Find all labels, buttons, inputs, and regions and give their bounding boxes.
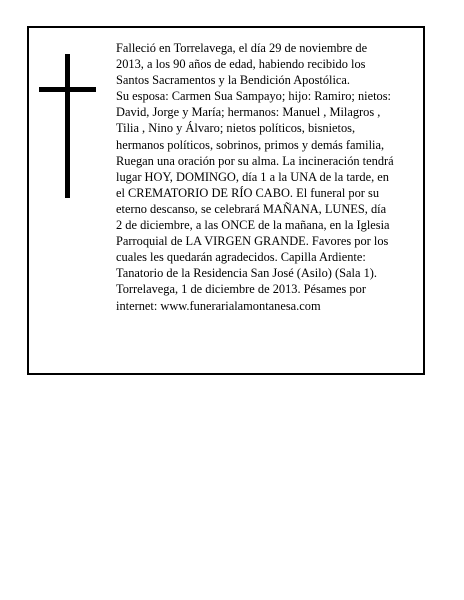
cross-vertical-bar <box>65 54 70 198</box>
obituary-text: Falleció en Torrelavega, el día 29 de noviembre de 2013, a los 90 años de edad, habiendo recibido los Santos Sacramentos y la Bendición Apostólica. Su esposa: Carmen Sua Sampayo; hijo: Ramiro; nietos: David, Jorge y María; hermanos: Manuel , Milagros , Tilia , Nino y Álvaro; nietos políticos, bisnietos, hermanos políticos, sobrinos, primos y demás familia, Ruegan una oración por su alma. La incineración tendrá lugar HOY, DOMINGO, día 1 a la UNA de la tarde, en el CREMATORIO DE RÍO CABO. El funeral por su eterno descanso, se celebrará MAÑANA, LUNES, día 2 de diciembre, a las ONCE de la mañana, en la Iglesia Parroquial de LA VIRGEN GRANDE. Favores por los cuales les quedarán agradecidos. Capilla Ardiente: Tanatorio de la Residencia San José (Asilo) (Sala 1). Torrelavega, 1 de diciembre de 2013. Pésames por internet: www.funerarialamontanesa.com <box>116 41 394 313</box>
cross-icon <box>39 54 99 198</box>
cross-horizontal-bar <box>39 87 96 92</box>
obituary-notice <box>27 26 425 375</box>
